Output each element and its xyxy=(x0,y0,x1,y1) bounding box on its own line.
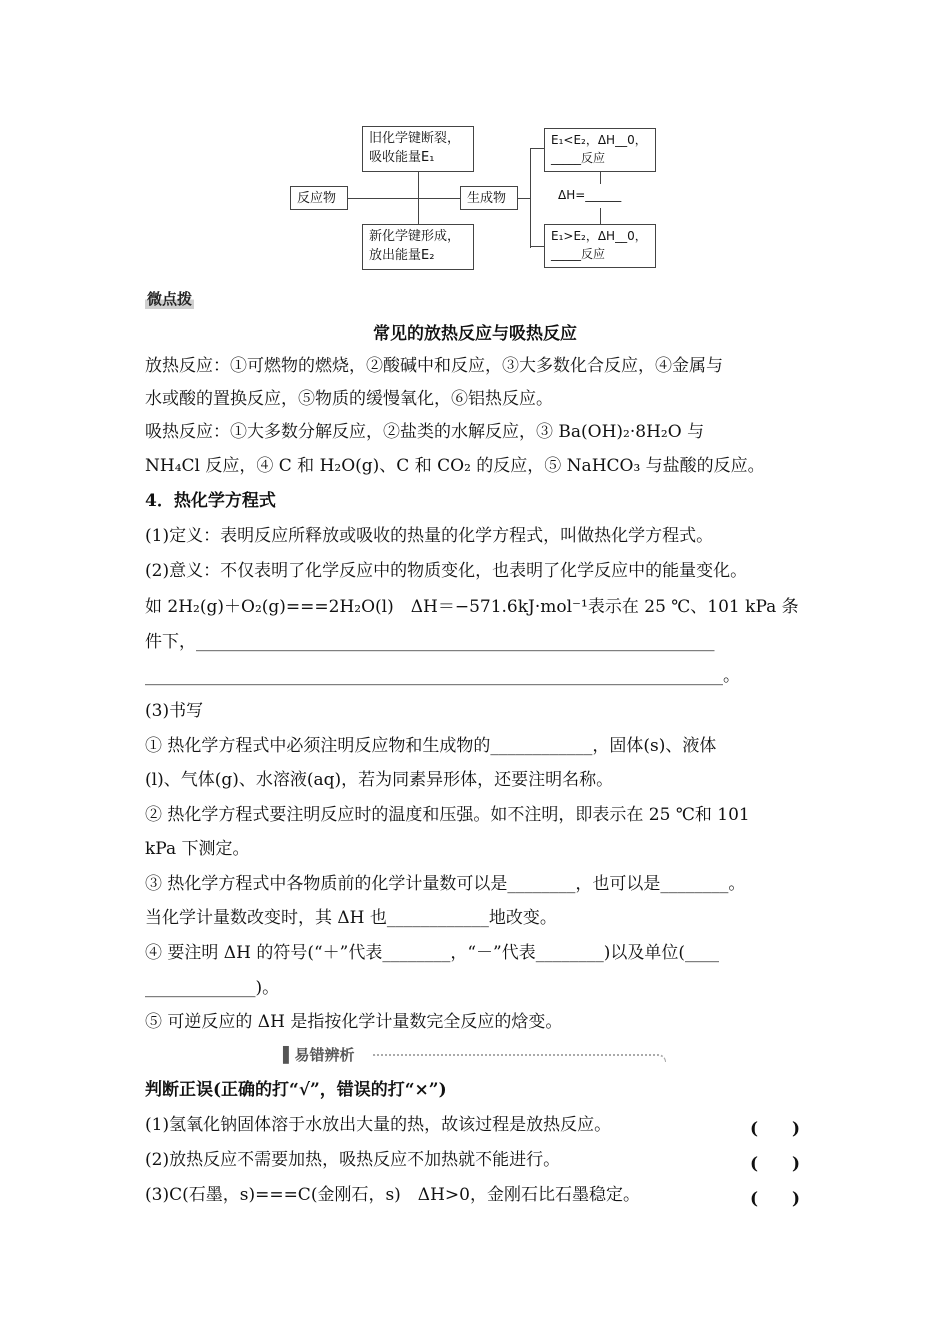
text-line: ④ 要注明 ΔH 的符号(“＋”代表________，“－”代表________)以及单位(____ xyxy=(145,943,719,963)
text-line: (l)、气体(g)、水溶液(aq)，若为同素异形体，还要注明名称。 xyxy=(145,770,614,790)
main-arrow-line xyxy=(348,198,460,199)
bond-break-text-1: 旧化学键断裂， xyxy=(369,131,461,146)
vertical-connector xyxy=(418,172,419,224)
branch-top xyxy=(530,148,544,149)
judge-item: (3)C(石墨，s)===C(金刚石，s) ΔH>0，金刚石比石墨稳定。 xyxy=(145,1185,640,1205)
delta-h-label: ΔH=______ xyxy=(558,188,622,202)
text-line: 放热反应：①可燃物的燃烧，②酸碱中和反应，③大多数化合反应，④金属与 xyxy=(145,356,723,376)
case2-box xyxy=(544,224,656,268)
judge-item: (1)氢氧化钠固体溶于水放出大量的热，故该过程是放热反应。 xyxy=(145,1115,612,1135)
product-label: 生成物 xyxy=(467,191,507,206)
tip-tag: 微点拨 xyxy=(147,290,193,308)
text-line: (2)意义：不仅表明了化学反应中的物质变化，也表明了化学反应中的能量变化。 xyxy=(145,561,748,581)
case2-text-2: _____反应 xyxy=(551,247,606,261)
judge-title: 判断正误(正确的打“√”，错误的打“×”) xyxy=(145,1080,447,1100)
text-line: ⑤ 可逆反应的 ΔH 是指按化学计量数完全反应的焓变。 xyxy=(145,1012,563,1032)
text-line: kPa 下测定。 xyxy=(145,839,250,859)
answer-blank: ( ) xyxy=(750,1119,801,1139)
text-line: 吸热反应：①大多数分解反应，②盐类的水解反应，③ Ba(OH)₂·8H₂O 与 xyxy=(145,422,705,442)
text-line: 水或酸的置换反应，⑤物质的缓慢氧化，⑥铝热反应。 xyxy=(145,389,553,409)
text-line: (3)书写 xyxy=(145,701,204,721)
bond-form-box xyxy=(362,224,474,270)
reactant-label: 反应物 xyxy=(297,191,337,206)
heading-4: 4．热化学方程式 xyxy=(145,491,276,511)
answer-blank: ( ) xyxy=(750,1189,801,1209)
text-line: (1)定义：表明反应所释放或吸收的热量的化学方程式，叫做热化学方程式。 xyxy=(145,526,714,546)
branch-bottom xyxy=(530,246,544,247)
text-line: ③ 热化学方程式中各物质前的化学计量数可以是________，也可以是________。 xyxy=(145,874,746,894)
text-line: 件下，_____________________________________________________________ xyxy=(145,632,715,652)
branch-stem xyxy=(518,198,530,199)
energy-diagram xyxy=(290,118,670,278)
text-line: NH₄Cl 反应，④ C 和 H₂O(g)、C 和 CO₂ 的反应，⑤ NaHCO₃ 与盐酸的反应。 xyxy=(145,456,765,476)
text-line: _____________)。 xyxy=(145,978,280,998)
section-title: 常见的放热反应与吸热反应 xyxy=(373,324,577,344)
text-line: 当化学计量数改变时，其 ΔH 也____________地改变。 xyxy=(145,908,557,928)
case2-text-1: E₁>E₂，ΔH__0， xyxy=(551,229,647,243)
bond-form-text-2: 放出能量E₂ xyxy=(369,248,435,263)
dh-arrow-top xyxy=(600,172,601,184)
case1-text-1: E₁<E₂，ΔH__0， xyxy=(551,133,647,147)
section-divider xyxy=(373,1054,666,1062)
text-line: ② 热化学方程式要注明反应时的温度和压强。如不注明，即表示在 25 ℃和 101 xyxy=(145,805,750,825)
bond-break-box xyxy=(362,126,474,172)
answer-blank: ( ) xyxy=(750,1154,801,1174)
bond-break-text-2: 吸收能量E₁ xyxy=(369,150,435,165)
case1-text-2: _____反应 xyxy=(551,151,606,165)
dh-arrow-bottom xyxy=(600,208,601,224)
text-line: 如 2H₂(g)＋O₂(g)===2H₂O(l) ΔH＝−571.6kJ·mol⁻¹表示在 25 ℃、101 kPa 条 xyxy=(145,597,799,617)
text-line: ① 热化学方程式中必须注明反应物和生成物的____________，固体(s)、液体 xyxy=(145,736,717,756)
section-header: ▌易错辨析 xyxy=(283,1046,355,1064)
reactant-box xyxy=(290,186,348,210)
judge-item: (2)放热反应不需要加热，吸热反应不加热就不能进行。 xyxy=(145,1150,561,1170)
case1-box xyxy=(544,128,656,172)
section-header-label: 易错辨析 xyxy=(294,1046,355,1064)
bond-form-text-1: 新化学键形成， xyxy=(369,229,461,244)
text-line: ____________________________________________________________________。 xyxy=(145,666,740,686)
product-box xyxy=(460,186,518,210)
branch-vertical xyxy=(530,148,531,248)
